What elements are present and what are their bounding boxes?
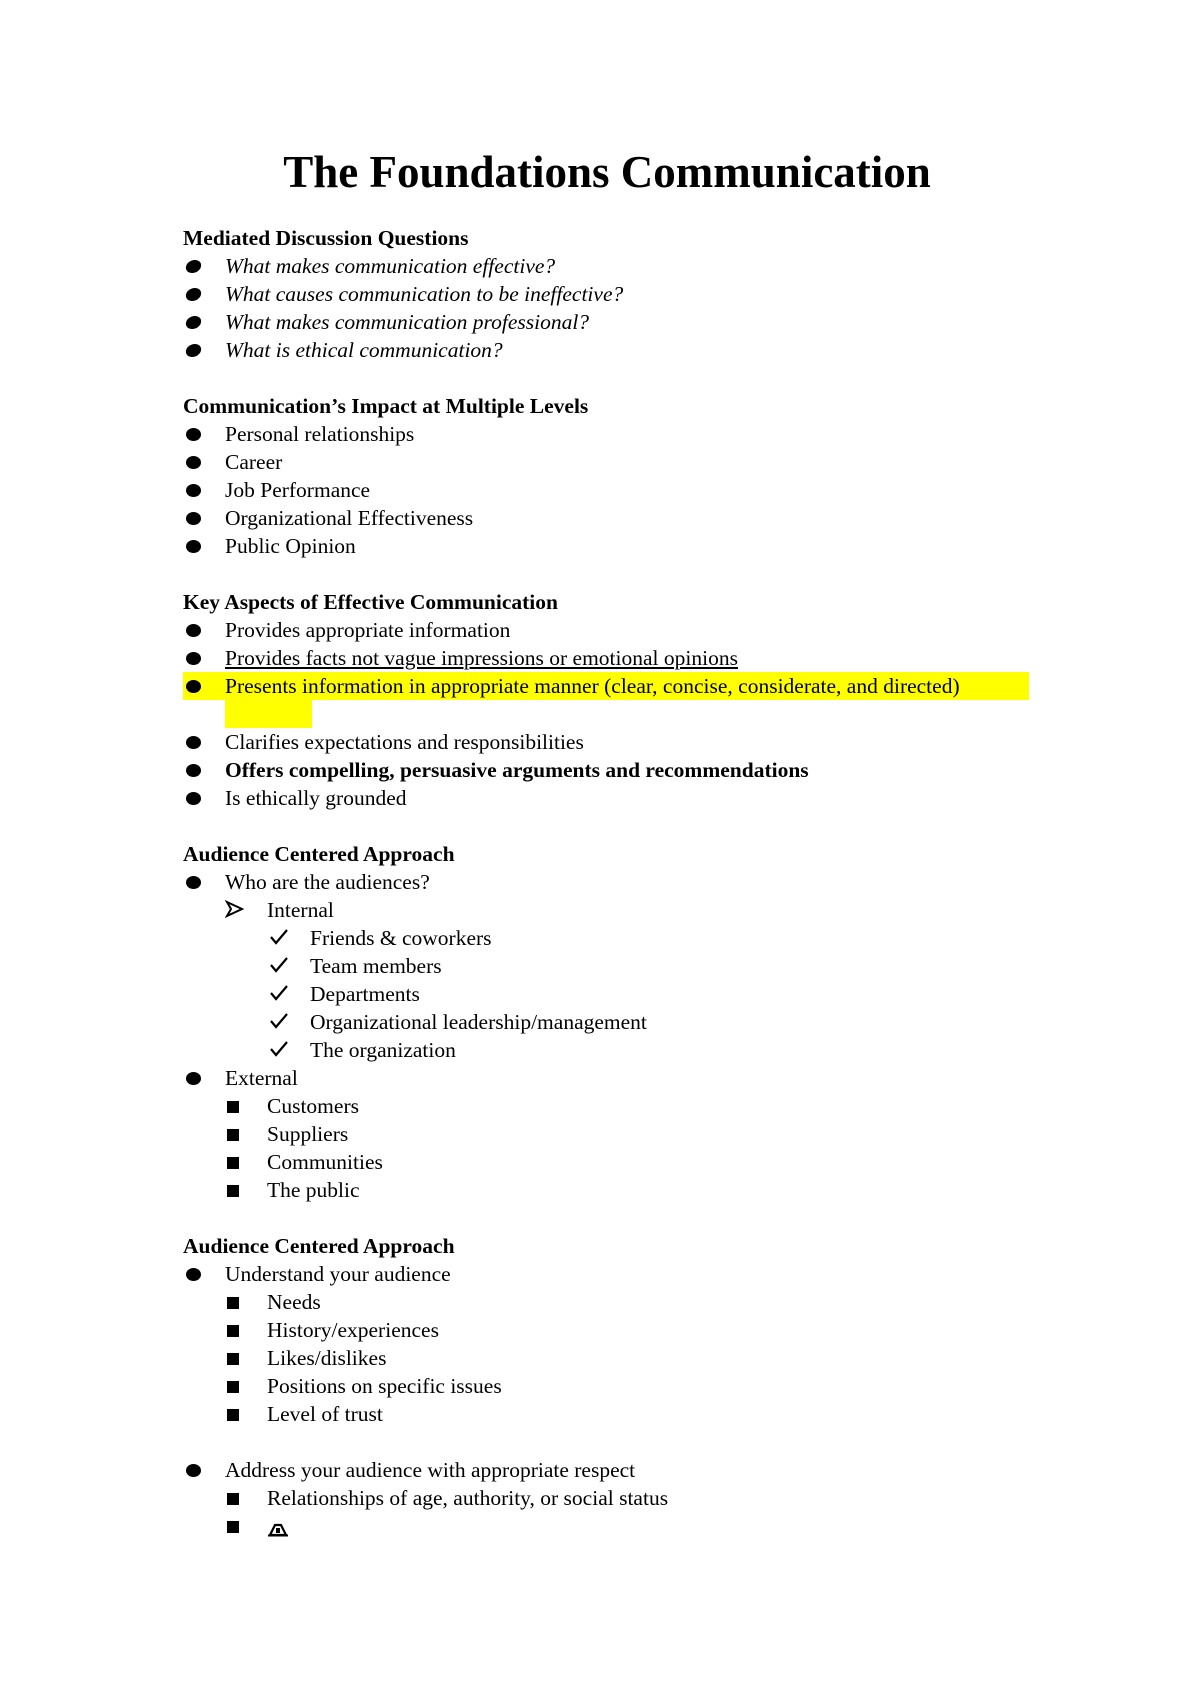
round-bullet-icon [183,868,219,896]
list-item-text: Provides facts not vague impressions or emotional opinions [225,646,738,670]
list-item [183,728,1029,756]
square-bullet-icon [225,1484,261,1512]
list-item-text: Needs [267,1290,321,1314]
list-item-text: Offers compelling, persuasive arguments and recommendations [225,758,809,782]
list-item-text: Positions on specific issues [267,1374,502,1398]
list-item [183,644,1029,672]
list-item [183,1036,1029,1064]
list-item-text: History/experiences [267,1318,439,1342]
square-bullet-icon [225,1092,261,1120]
round-bullet-icon [183,280,219,308]
list-item-text: Level of trust [267,1402,383,1426]
section-mediated-questions [183,224,1029,364]
round-bullet-icon [183,1260,219,1288]
list-item-text: Who are the audiences? [225,870,430,894]
list-item [183,980,1029,1008]
square-bullet-icon [225,1400,261,1428]
list-item-text: Public Opinion [225,534,356,558]
list-item [183,1316,1029,1344]
round-bullet-icon [183,672,219,700]
page-title: The Foundations Communication [283,147,931,197]
list-item [183,1092,1029,1120]
list-item-text: Clarifies expectations and responsibilities [225,730,584,754]
list-item [183,1148,1029,1176]
list-item-text: Job Performance [225,478,371,502]
round-bullet-icon [183,504,219,532]
list-item [183,1008,1029,1036]
list-item-text: What makes communication effective? [225,254,556,278]
document-body [183,224,1029,1568]
list-item-text: Career [225,450,283,474]
list-item-text: Is ethically grounded [225,786,407,810]
round-bullet-icon [183,252,219,280]
square-bullet-icon [225,1120,261,1148]
checkmark-icon [269,1008,305,1036]
section-heading: Audience Centered Approach [183,842,455,866]
list-item [183,1344,1029,1372]
list-item [183,1288,1029,1316]
arrowhead-icon [225,896,261,924]
list-item-text: Understand your audience [225,1262,451,1286]
round-bullet-icon [183,532,219,560]
list-item-text: External [225,1066,298,1090]
list-item [183,1064,1029,1092]
round-bullet-icon [183,448,219,476]
list-item-text: Communities [267,1150,383,1174]
list-item-text: Departments [310,982,420,1006]
blank-line [183,1428,1029,1456]
round-bullet-icon [183,644,219,672]
square-bullet-icon [225,1344,261,1372]
list-item-text: Personal relationships [225,422,415,446]
list-item [183,756,1029,784]
list-item [183,924,1029,952]
list-item-text: Presents information in appropriate manner (clear, concise, considerate, and directed) [225,674,960,698]
section-audience-centered-2 [183,1232,1029,1540]
list-item [183,868,1029,896]
section-impact-levels [183,392,1029,560]
list-item [183,616,1029,644]
section-key-aspects [183,588,1029,812]
round-bullet-icon [183,420,219,448]
list-item-text: Team members [310,954,442,978]
list-item [183,1512,1029,1540]
list-item [183,532,1029,560]
list-item [183,784,1029,812]
round-bullet-icon [183,1064,219,1092]
highlight-band [225,700,312,728]
section-heading: Audience Centered Approach [183,1234,455,1258]
list-item-text: The public [267,1178,360,1202]
checkmark-icon [269,980,305,1008]
warning-glyph-icon [267,1516,289,1544]
square-bullet-icon [225,1288,261,1316]
round-bullet-icon [183,336,219,364]
list-item [183,476,1029,504]
section-heading: Mediated Discussion Questions [183,226,469,250]
round-bullet-icon [183,476,219,504]
section-heading: Communication’s Impact at Multiple Levels [183,394,589,418]
list-item-text: What is ethical communication? [225,338,503,362]
list-item-text: Likes/dislikes [267,1346,387,1370]
list-item-text: Relationships of age, authority, or social status [267,1486,669,1510]
list-item-text: Address your audience with appropriate respect [225,1458,636,1482]
square-bullet-icon [225,1512,261,1540]
list-item-text: Suppliers [267,1122,349,1146]
list-item-text: Friends & coworkers [310,926,492,950]
list-item [183,1456,1029,1484]
list-item [183,308,1029,336]
list-item-text: The organization [310,1038,456,1062]
list-item [183,1372,1029,1400]
round-bullet-icon [183,616,219,644]
list-item [183,504,1029,532]
checkmark-icon [269,952,305,980]
list-item [183,420,1029,448]
round-bullet-icon [183,1456,219,1484]
list-item-text: Organizational Effectiveness [225,506,474,530]
round-bullet-icon [183,728,219,756]
section-heading: Key Aspects of Effective Communication [183,590,558,614]
list-item [183,952,1029,980]
list-item [183,1484,1029,1512]
list-item-text: What makes communication professional? [225,310,590,334]
list-item [183,1400,1029,1428]
round-bullet-icon [183,756,219,784]
list-item [183,896,1029,924]
square-bullet-icon [225,1316,261,1344]
list-item [183,1260,1029,1288]
highlighted-list-item [183,672,1029,728]
round-bullet-icon [183,784,219,812]
square-bullet-icon [225,1176,261,1204]
list-item [183,1120,1029,1148]
square-bullet-icon [225,1148,261,1176]
list-item-text: What causes communication to be ineffective? [225,282,624,306]
round-bullet-icon [183,308,219,336]
checkmark-icon [269,1036,305,1064]
list-item-text: Internal [267,898,334,922]
list-item [183,1176,1029,1204]
list-item [183,280,1029,308]
square-bullet-icon [225,1372,261,1400]
list-item-text: Provides appropriate information [225,618,511,642]
list-item-text: Customers [267,1094,359,1118]
list-item [183,336,1029,364]
checkmark-icon [269,924,305,952]
list-item [183,448,1029,476]
section-audience-centered [183,840,1029,1204]
list-item [183,252,1029,280]
list-item-text: Organizational leadership/management [310,1010,647,1034]
